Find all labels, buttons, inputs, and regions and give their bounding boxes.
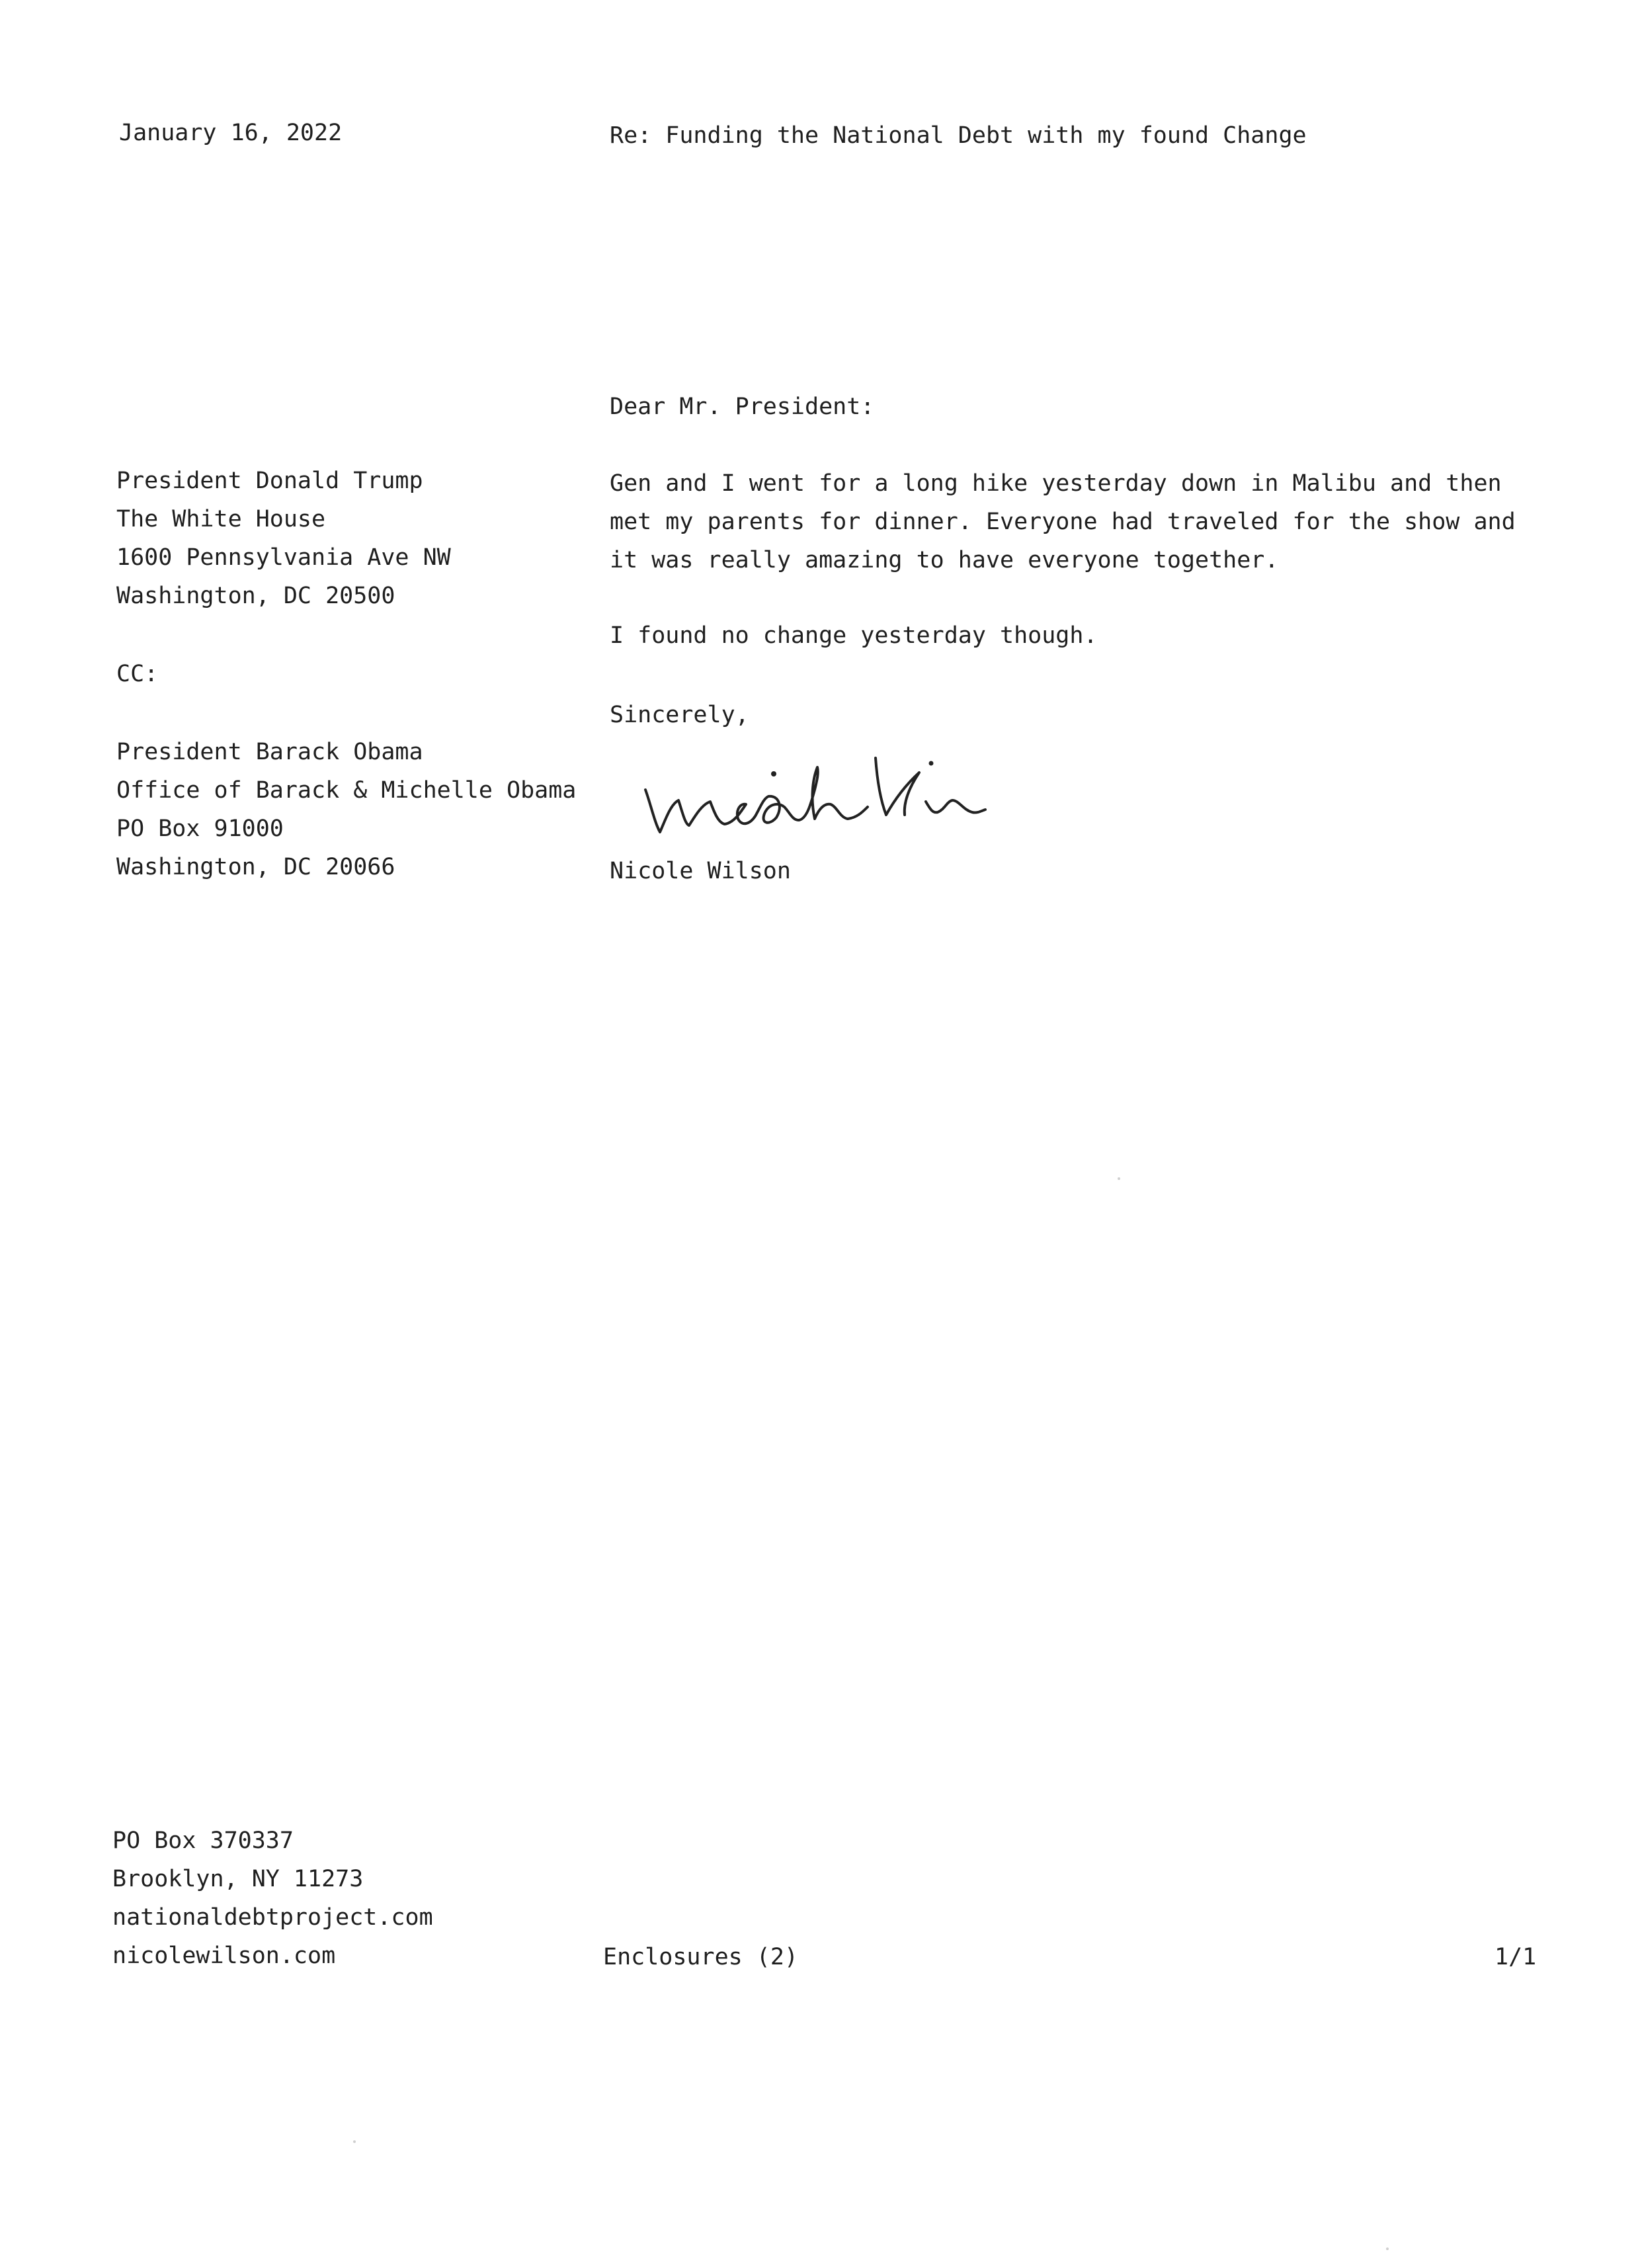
signer-name: Nicole Wilson (610, 858, 791, 884)
handwritten-signature (641, 741, 1012, 847)
sender-website: nicolewilson.com (112, 1943, 336, 1969)
salutation: Dear Mr. President: (610, 394, 875, 420)
cc-name: President Barack Obama (116, 739, 423, 765)
page-number: 1/1 (1495, 1944, 1537, 1970)
cc-organization: Office of Barack & Michelle Obama (116, 777, 577, 804)
recipient-city: Washington, DC 20500 (116, 583, 395, 609)
recipient-street: 1600 Pennsylvania Ave NW (116, 544, 451, 571)
scan-speck (1386, 2247, 1389, 2250)
cc-city: Washington, DC 20066 (116, 854, 395, 880)
body-paragraph: I found no change yesterday though. (610, 622, 1098, 649)
recipient-organization: The White House (116, 506, 326, 532)
body-paragraph: Gen and I went for a long hike yesterday down in Malibu and then met my parents for dinner. Everyone had traveled for the show and it was really amazing to have everyone together. (610, 470, 1516, 573)
cc-label: CC: (116, 661, 159, 687)
recipient-address (116, 462, 451, 615)
cc-street: PO Box 91000 (116, 816, 284, 842)
cc-address (116, 733, 576, 886)
letter-body (610, 464, 1536, 692)
sender-po-box: PO Box 370337 (112, 1827, 294, 1854)
enclosures-note: Enclosures (2) (603, 1944, 799, 1970)
sender-city: Brooklyn, NY 11273 (112, 1866, 364, 1892)
recipient-name: President Donald Trump (116, 468, 423, 494)
sender-website: nationaldebtproject.com (112, 1904, 433, 1931)
scan-speck (1118, 1177, 1120, 1180)
sender-address (112, 1822, 433, 1975)
closing: Sincerely, (610, 702, 749, 728)
letter-date: January 16, 2022 (119, 120, 343, 146)
letter-subject: Re: Funding the National Debt with my found Change (610, 122, 1307, 149)
scan-speck (353, 2140, 356, 2143)
